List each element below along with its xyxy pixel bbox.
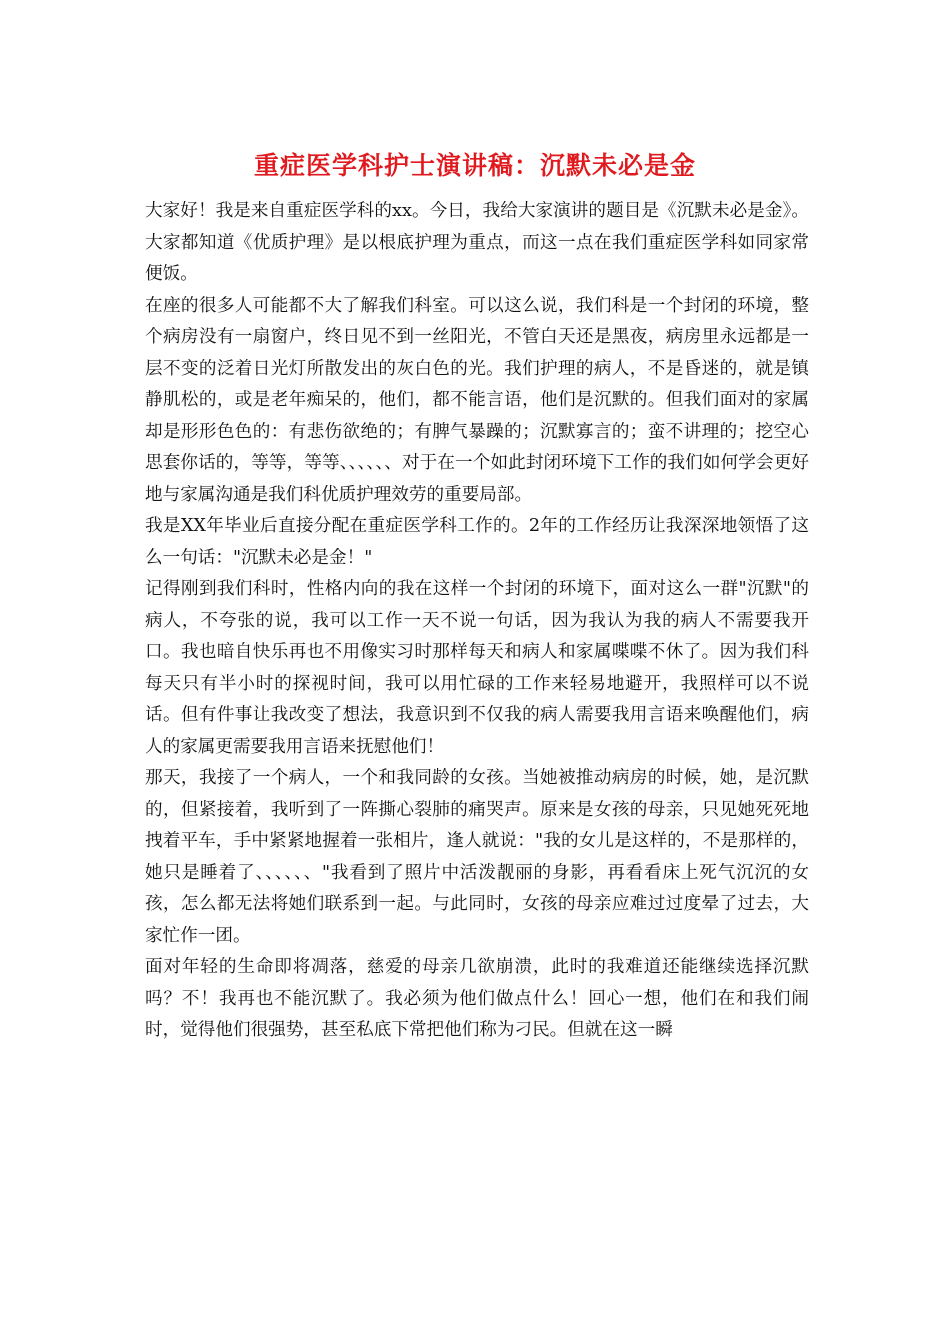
document-body [145, 196, 809, 1047]
paragraph-reflection: 面对年轻的生命即将凋落，慈爱的母亲几欲崩溃，此时的我难道还能继续选择沉默吗？不！我再也不能沉默了。我必须为他们做点什么！回心一想，他们在和我们闹时，觉得他们很强势，甚至私底下常把他们称为刁民。但就在这一瞬 [145, 957, 809, 1040]
paragraph-experience: 我是XX年毕业后直接分配在重症医学科工作的。2年的工作经历让我深深地领悟了这么一句话："沉默未必是金！" [145, 516, 809, 568]
paragraph-department: 在座的很多人可能都不大了解我们科室。可以这么说，我们科是一个封闭的环境，整个病房没有一扇窗户，终日见不到一丝阳光，不管白天还是黑夜，病房里永远都是一层不变的泛着日光灯所散发出的灰白色的光。我们护理的病人，不是昏迷的，就是镇静肌松的，或是老年痴呆的，他们，都不能言语，他们是沉默的。但我们面对的家属却是形形色色的：有悲伤欲绝的；有脾气暴躁的；沉默寡言的；蛮不讲理的；挖空心思套你话的，等等，等等、、、、、、对于在一个如此封闭环境下工作的我们如何学会更好地与家属沟通是我们科优质护理效劳的重要局部。 [145, 295, 809, 505]
paragraph-greeting: 大家好！我是来自重症医学科的xx。今日，我给大家演讲的题目是《沉默未必是金》。大家都知道《优质护理》是以根底护理为重点，而这一点在我们重症医学科如同家常便饭。 [145, 201, 809, 284]
document-title: 重症医学科护士演讲稿：沉默未必是金 [253, 151, 696, 180]
paragraph-memory: 记得刚到我们科时，性格内向的我在这样一个封闭的环境下，面对这么一群"沉默"的病人，不夸张的说，我可以工作一天不说一句话，因为我认为我的病人不需要我开口。我也暗自快乐再也不用像实习时那样每天和病人和家属喋喋不休了。因为我们科每天只有半小时的探视时间，我可以用忙碌的工作来轻易地避开，我照样可以不说话。但有件事让我改变了想法，我意识到不仅我的病人需要我用言语来唤醒他们，病人的家属更需要我用言语来抚慰他们！ [145, 579, 809, 757]
paragraph-story: 那天，我接了一个病人，一个和我同龄的女孩。当她被推动病房的时候，她，是沉默的，但紧接着，我听到了一阵撕心裂肺的痛哭声。原来是女孩的母亲，只见她死死地拽着平车，手中紧紧地握着一张相片，逢人就说："我的女儿是这样的，不是那样的，她只是睡着了、、、、、、"我看到了照片中活泼靓丽的身影，再看看床上死气沉沉的女孩，怎么都无法将她们联系到一起。与此同时，女孩的母亲应难过过度晕了过去，大家忙作一团。 [145, 768, 809, 946]
